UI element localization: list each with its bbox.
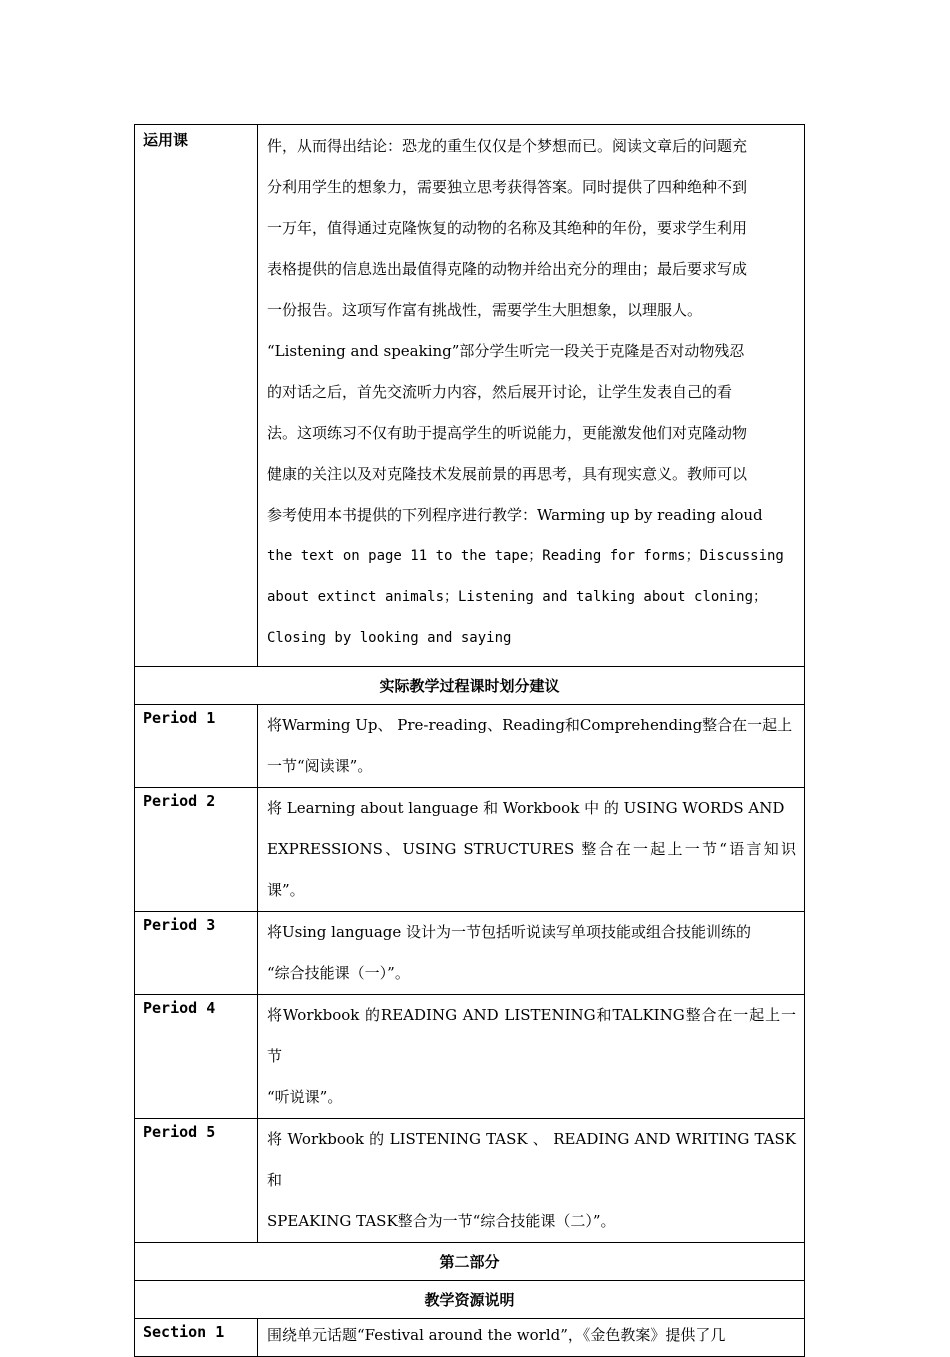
- heading-row: [135, 1281, 805, 1319]
- text-line: 件，从而得出结论：恐龙的重生仅仅是个梦想而已。阅读文章后的问题充: [267, 137, 748, 155]
- text-line: Closing by looking and saying: [267, 630, 512, 646]
- text-line: “综合技能课（一）”。: [267, 964, 410, 982]
- heading-row: [135, 1243, 805, 1281]
- text-line: 法。这项练习不仅有助于提高学生的听说能力，更能激发他们对克隆动物: [267, 424, 748, 442]
- row-label: 运用课: [135, 125, 258, 667]
- period-description: [258, 912, 805, 995]
- period-description: [258, 705, 805, 788]
- text-line: 的对话之后，首先交流听力内容，然后展开讨论，让学生发表自己的看: [267, 383, 733, 401]
- period-description: [258, 1119, 805, 1243]
- usage-lesson-row: [135, 125, 805, 667]
- text-line: 将Warming Up、 Pre-reading、Reading和Comprehending整合在一起上: [267, 716, 793, 734]
- period-row: [135, 1119, 805, 1243]
- text-line: 一份报告。这项写作富有挑战性，需要学生大胆想象，以理服人。: [267, 301, 703, 319]
- text-line: 分利用学生的想象力，需要独立思考获得答案。同时提供了四种绝种不到: [267, 178, 748, 196]
- period-row: [135, 788, 805, 912]
- lesson-plan-table: [134, 124, 805, 1357]
- text-line: 健康的关注以及对克隆技术发展前景的再思考，具有现实意义。教师可以: [267, 465, 748, 483]
- period-row: [135, 705, 805, 788]
- period-row: [135, 912, 805, 995]
- usage-lesson-description: [258, 125, 805, 667]
- section-description: [258, 1319, 805, 1357]
- text-line: 一节“阅读课”。: [267, 757, 373, 775]
- section-label: Section 1: [135, 1319, 258, 1357]
- text-line: 将Using language 设计为一节包括听说读写单项技能或组合技能训练的: [267, 923, 752, 941]
- text-line: 围绕单元话题“Festival around the world”，《金色教案》提供了几: [267, 1326, 726, 1344]
- section-heading: 实际教学过程课时划分建议: [135, 667, 805, 705]
- text-line: 表格提供的信息选出最值得克隆的动物并给出充分的理由；最后要求写成: [267, 260, 748, 278]
- text-line: 将 Workbook 的 LISTENING TASK 、 READING AND WRITING TASK 和: [267, 1130, 796, 1189]
- text-line: SPEAKING TASK整合为一节“综合技能课（二）”。: [267, 1212, 616, 1230]
- period-label: Period 3: [135, 912, 258, 995]
- text-line: 参考使用本书提供的下列程序进行教学：Warming up by reading aloud: [267, 506, 763, 524]
- section-row: [135, 1319, 805, 1357]
- heading-row: [135, 667, 805, 705]
- text-line: the text on page 11 to the tape；Reading for forms；Discussing: [267, 548, 784, 564]
- resources-heading: 教学资源说明: [135, 1281, 805, 1319]
- period-description: [258, 995, 805, 1119]
- text-line: about extinct animals；Listening and talking about cloning；: [267, 589, 768, 605]
- period-label: Period 2: [135, 788, 258, 912]
- period-description: [258, 788, 805, 912]
- text-line: “听说课”。: [267, 1088, 343, 1106]
- period-label: Period 1: [135, 705, 258, 788]
- period-label: Period 4: [135, 995, 258, 1119]
- text-line: 将 Learning about language 和 Workbook 中 的 USING WORDS AND: [267, 799, 785, 817]
- period-label: Period 5: [135, 1119, 258, 1243]
- text-line: “Listening and speaking”部分学生听完一段关于克隆是否对动物残忍: [267, 342, 745, 360]
- text-line: EXPRESSIONS、USING STRUCTURES 整合在一起上一节“语言知识课”。: [267, 840, 796, 899]
- text-line: 一万年，值得通过克隆恢复的动物的名称及其绝种的年份，要求学生利用: [267, 219, 748, 237]
- part-heading: 第二部分: [135, 1243, 805, 1281]
- text-line: 将Workbook 的READING AND LISTENING和TALKING整合在一起上一节: [267, 1006, 796, 1065]
- period-row: [135, 995, 805, 1119]
